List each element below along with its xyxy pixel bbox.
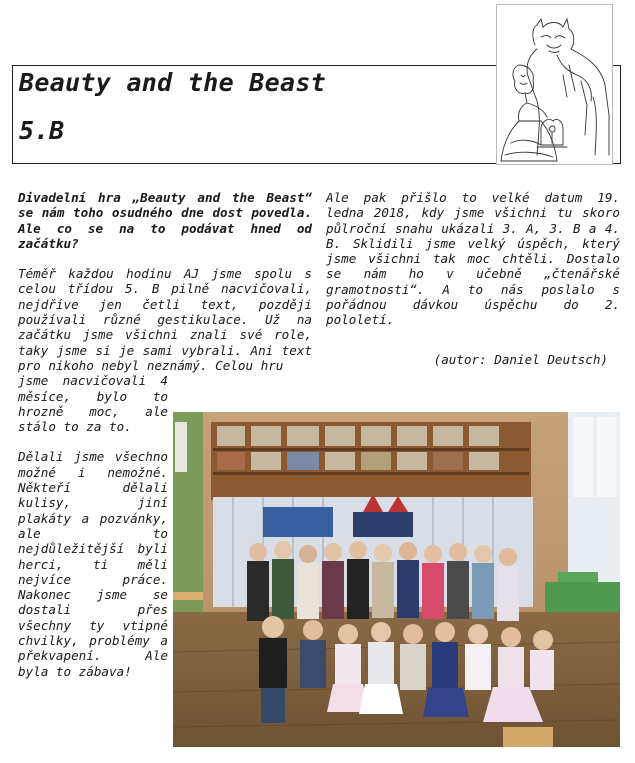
paragraph-rehearsal-continued: jsme nacvičovali 4 měsíce, bylo to hrozně moc, ale stálo to za to. <box>18 373 168 435</box>
author-credit: (autor: Daniel Deutsch) <box>433 352 608 367</box>
paragraph-rehearsal: Téměř každou hodinu AJ jsme spolu s celou třídou 5. B pilně nacvičovali, nejdříve jen četli text, později používali různé gestikulace. Už na začátku jsme všichni znali své role, taky jsme si je sami vybrali. Ani text pro nikoho nebyl neznámý. Celou hru <box>18 266 312 373</box>
article-lead: Divadelní hra „Beauty and the Beast“ se nám toho osudného dne dost povedla. Ale co se na to podávat hned od začátku? <box>18 190 312 251</box>
beauty-and-beast-illustration <box>496 4 613 165</box>
paragraph-preparation: Dělali jsme všechno možné i nemožné. Někteří dělali kulisy, jiní plakáty a pozvánky, ale to nejdůležitější byli herci, ti měli nejvíce práce. Nakonec jsme se dostali přes všechny ty vtipné chvilky, problémy a překvapení. Ale byla to zábava! <box>18 449 168 679</box>
class-group-photo <box>173 412 620 747</box>
article-title: Beauty and the Beast <box>19 68 327 97</box>
article-right-column <box>326 190 620 328</box>
class-label: 5.B <box>19 116 65 145</box>
paragraph-performance: Ale pak přišlo to velké datum 19. ledna 2018, kdy jsme všichni tu skoro půlroční snahu ukázali 3. A, 3. B a 4. B. Sklidili jsme velký úspěch, který jsme všichni tak moc chtěli. Dostalo se nám ho v učebně „čtenářské gramotnosti“. A to nás poslalo s pořádnou dávkou úspěchu do 2. pololetí. <box>326 190 620 328</box>
